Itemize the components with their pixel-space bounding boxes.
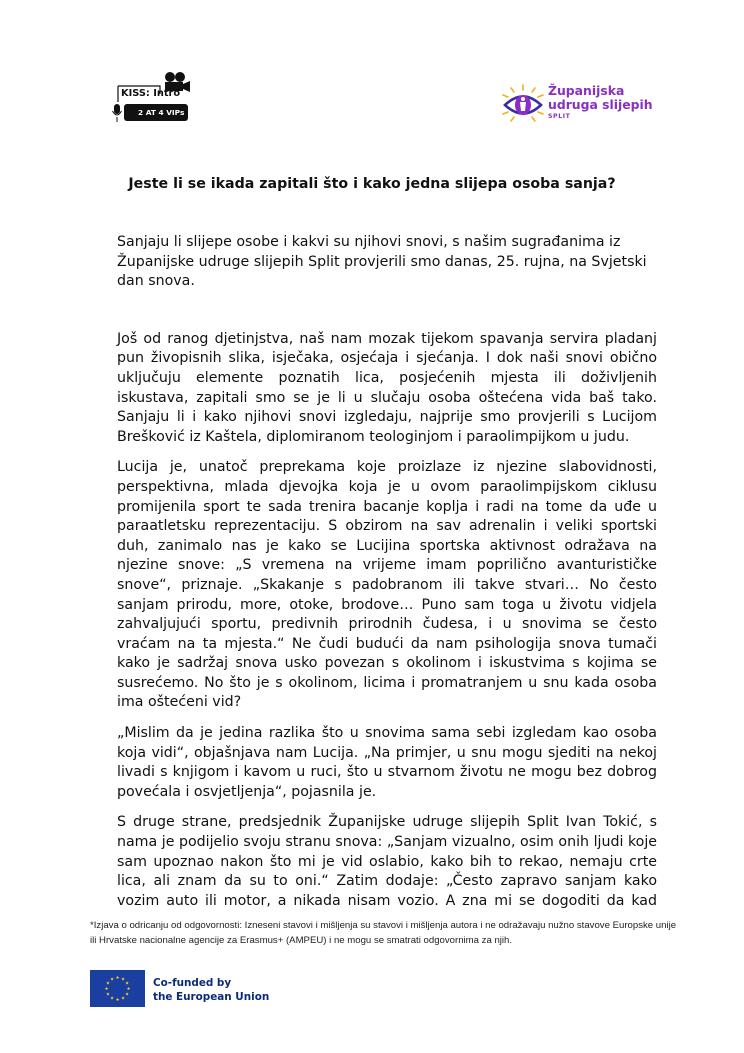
eu-star-icon: ★ [120, 977, 126, 983]
eu-cofunded-text [153, 976, 269, 1004]
kiss-intro-title: KISS: Intro [121, 88, 181, 99]
eu-star-icon: ★ [109, 996, 115, 1002]
eu-star-icon: ★ [105, 981, 111, 987]
microphone-icon [113, 104, 122, 122]
udruga-logo-city: SPLIT [548, 113, 571, 120]
disclaimer-footnote: *Izjava o odricanju od odgovornosti: Izneseni stavovi i mišljenja su stavovi i mišljenja autora i ne odražavaju nužno stavove Europske unije ili Hrvatske nacionalne agencije za Erasmus+ (AMPEU) i ne mogu se smatrati odgovornima za njih. [90, 920, 677, 946]
eu-star-icon: ★ [120, 996, 126, 1002]
eu-star-icon: ★ [105, 992, 111, 998]
eu-star-icon: ★ [104, 987, 109, 993]
eu-star-icon: ★ [115, 976, 120, 982]
udruga-logo-line2: udruga slijepih [548, 97, 653, 112]
article-title: Jeste li se ikada zapitali što i kako jedna slijepa osoba sanja? [128, 176, 616, 192]
eu-flag-icon [90, 970, 145, 1007]
udruga-logo-line1: Županijska [548, 83, 625, 98]
article-body [117, 233, 657, 911]
eye-figure-logo [500, 84, 546, 126]
article-paragraph: S druge strane, predsjednik Županijske udruge slijepih Split Ivan Tokić, s nama je podijelio svoju stranu snova: „Sanjam vizualno, osim onih ljudi koje sam upoznao nakon što mi je vid oslabio, kako bih to rekao, nemaju crte lica, ali znam da su to oni.“ Zatim dodaje: „Često zapravo sanjam kako vozim auto ili motor, a nikada nisam vozio. A zna mi se dogoditi da kad [117, 814, 657, 909]
eu-stars [90, 970, 145, 1007]
eu-star-icon: ★ [124, 992, 130, 998]
article-paragraph: Lucija je, unatoč preprekama koje proizlaze iz njezine slabovidnosti, perspektivna, mlada djevojka koja je u ovom paraolimpijskom ciklusu promijenila sport te sada trenira bacanje koplja i radi na tome da uđe u paraatletsku reprezentaciju. S obzirom na sav adrenalin i veliki sportski duh, zanimalo nas je kako se Lucijina sportska aktivnost odražava na njezine snove: „S vremena na vrijeme imam poprilično avanturističke snove“, priznaje. „Skakanje s padobranom ili takve stvari… No često sanjam prirodu, more, otoke, brodove… Puno sam toga u životu vidjela zahvaljujući sportu, predivnih prirodnih čudesa, i u snovima se često vraćam na ta mjesta.“ Ne čudi budući da nam psihologija snova tumači kako je sadržaj snova usko povezan s okolinom i iskustvima s kojima se susrećemo. No što je s okolinom, licima i promatranjem u snu kada osoba ima oštećeni vid? [117, 459, 657, 711]
eu-star-icon: ★ [109, 977, 115, 983]
eu-cofunded-line2: the European Union [153, 991, 270, 1003]
article-paragraph: „Mislim da je jedina razlika što u snovima sama sebi izgledam kao osoba koja vidi“, objašnjava nam Lucija. „Na primjer, u snu mogu sjediti na nekoj livadi s knjigom i kavom u ruci, što u stvarnom životu ne mogu bez dobrog povećala i osvjetljenja“, pojasnila je. [117, 725, 657, 800]
eu-cofunded-logo [90, 970, 290, 1010]
udruga-logo-text [548, 84, 653, 121]
article-paragraph-intro: Sanjaju li slijepe osobe i kakvi su njihovi snovi, s našim sugrađanima iz Županijske udruge slijepih Split provjerili smo danas, 25. rujna, na Svjetski dan snova. [117, 234, 647, 290]
eu-star-icon: ★ [115, 998, 120, 1004]
kiss-intro-logo [112, 70, 192, 126]
eu-star-icon: ★ [126, 987, 131, 993]
eu-star-icon: ★ [124, 981, 130, 987]
eu-cofunded-line1: Co-funded by [153, 977, 232, 989]
kiss-intro-subtitle: 2 AT 4 VIPs [138, 108, 185, 117]
article-paragraph: Još od ranog djetinjstva, naš nam mozak tijekom spavanja servira pladanj pun živopisnih slika, isječaka, osjećaja i sjećanja. I dok naši snovi obično uključuju elemente poznatih lica, posjećenih mjesta ili doživljenih iskustava, zapitali smo se je li u slučaju osoba oštećena vida baš tako. Sanjaju li i kako njihovi snovi izgledaju, najprije smo provjerili s Lucijom Brešković iz Kaštela, diplomiranom teologinjom i paraolimpijkom u judu. [117, 330, 657, 445]
zupanijska-udruga-logo [500, 84, 660, 124]
